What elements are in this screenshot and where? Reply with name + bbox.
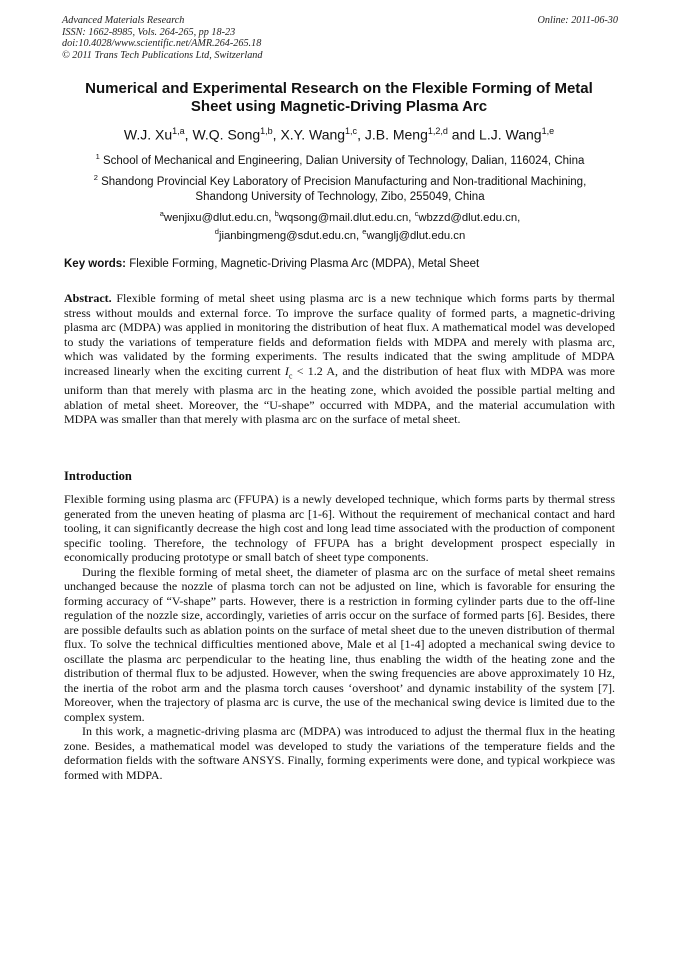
author-list [40,122,638,144]
affiliation-text: School of Mechanical and Engineering, Dalian University of Technology, Dalian, 116024, China [102,154,585,167]
section-heading-introduction: Introduction [64,469,132,483]
email-marker: d [214,226,219,236]
affiliation-text: Shandong University of Technology, Zibo, 255049, China [195,190,485,203]
author-affil-marker: 1,e [541,126,555,136]
abstract-variable: I [284,363,289,378]
email-e: wanglj@dlut.edu.cn [366,229,466,242]
journal-metadata [62,15,618,61]
intro-paragraph-1: Flexible forming using plasma arc (FFUPA) is a newly developed technique, which forms parts by thermal stress generated from the uneven heating of plasma arc [1-6]. Without the requirement of mechanical contact and hard tooling, it can significantly decrease the high cost and long lead time associated with the production of component specific tooling. Therefore, the technology of FFUPA has a bright development prospect especially in economically producing prototype or small batch of sheet type components. [64,492,615,564]
affiliation-1 [62,149,618,169]
email-c: wbzzd@dlut.edu.cn, [418,211,521,224]
affiliation-2 [62,170,618,205]
email-marker: e [362,226,367,236]
email-marker: b [274,209,279,218]
doi-line: doi:10.4028/www.scientific.net/AMR.264-265.18 [62,38,262,50]
author-affil-marker: 1,a [172,126,185,136]
keywords [64,257,618,272]
abstract-text-1: Flexible forming of metal sheet using plasma arc is a new technique which forms parts by thermal stress without moulds and external force. To improve the surface quality of formed parts, a magnetic-driving plasma arc (MDPA) was applied in monitoring the distribution of heat flux. A mathematical model was developed to study the variations of temperature fields and deformation fields with MDPA and merely with plasma arc, which was validated by the forming experiments. The results indicated that the swing amplitude of MDPA increased linearly when the exciting current [64,291,615,378]
author-emails [62,207,618,243]
issn-line: ISSN: 1662-8985, Vols. 264-265, pp 18-23 [62,26,236,38]
intro-paragraph-2: During the flexible forming of metal sheet, the diameter of plasma arc on the surface of metal sheet remains unchanged because the nozzle of plasma torch can not be adjusted on line, which is favorable for ensuring the forming accuracy of “V-shape” parts. However, there is a restriction in forming cylinder parts due to the off-line regulation of the nozzle size, accordingly, varieties of arris occur on the surface of formed parts [6]. Besides, there are possible defaults such as ablation points on the surface of metal sheet due to the uneven distribution of thermal flux. To solve the technical difficulties mentioned above, Male et al [1-4] adopted a mechanical swing device to oscillate the plasma arc perpendicular to the heating line, thus enabling the width of the heating zone and the distribution of thermal flux to be adjusted. However, when the swing frequencies are above approximately 10 Hz, the inertia of the robot arm and the plasma torch causes ‘overshoot’ and dynamic instability of the system [7]. Moreover, when the trajectory of plasma arc is curve, the use of the mechanical swing device is limited due to the complex system. [64,564,615,724]
author-affil-marker: 1,2,d [427,126,448,136]
email-marker: c [414,209,419,218]
affiliation-text: Shandong Provincial Key Laboratory of Precision Manufacturing and Non-traditional Machining, [101,175,587,188]
email-marker: a [159,209,164,218]
author-affil-marker: 1,b [260,126,273,136]
author-name: X.Y. Wang [280,126,346,143]
keywords-label: Key words: [64,258,126,270]
online-date: Online: 2011-06-30 [537,15,618,26]
journal-name: Advanced Materials Research [62,15,185,26]
abstract-label: Abstract. [64,291,112,305]
affiliation-number: 2 [93,173,98,182]
abstract [64,291,615,427]
intro-paragraph-3: In this work, a magnetic-driving plasma arc (MDPA) was introduced to adjust the thermal flux in the heating zone. Besides, a mathematical model was developed to study the variations of the temperature fields and the deformation fields with the software ANSYS. Finally, forming experiments were done, and typical workpiece was formed with MDPA. [64,724,615,782]
author-separator: , [357,126,365,143]
abstract-variable-subscript: c [288,370,293,380]
introduction-section [64,492,615,782]
author-separator: and [447,126,480,143]
author-separator: , [272,126,281,143]
copyright-line: © 2011 Trans Tech Publications Ltd, Switzerland [62,49,263,61]
author-separator: , [184,126,193,143]
title-line-1: Numerical and Experimental Research on the Flexible Forming of Metal [85,80,593,97]
title-line-2: Sheet using Magnetic-Driving Plasma Arc [190,98,488,115]
author-name: J.B. Meng [364,126,428,143]
email-d: jianbingmeng@sdut.edu.cn, [218,229,363,242]
abstract-text-2: < 1.2 A, and the distribution of heat flux with MDPA was more uniform than that merely with plasma arc in the heating zone, which avoided the possible partial melting and ablation of metal sheet. Moreover, the “U-shape” occurred with MDPA, and the material accumulation with MDPA was smaller than that merely with plasma arc on the surface of metal sheet. [64,363,615,427]
keywords-text: Flexible Forming, Magnetic-Driving Plasma Arc (MDPA), Metal Sheet [126,258,480,270]
email-b: wqsong@mail.dlut.edu.cn, [278,211,415,224]
affiliation-number: 1 [95,152,100,161]
email-a: wenjixu@dlut.edu.cn, [163,211,275,224]
paper-title [40,80,638,116]
author-name: L.J. Wang [479,126,542,143]
author-affil-marker: 1,c [345,126,358,136]
author-name: W.J. Xu [123,126,173,143]
author-name: W.Q. Song [192,126,261,143]
